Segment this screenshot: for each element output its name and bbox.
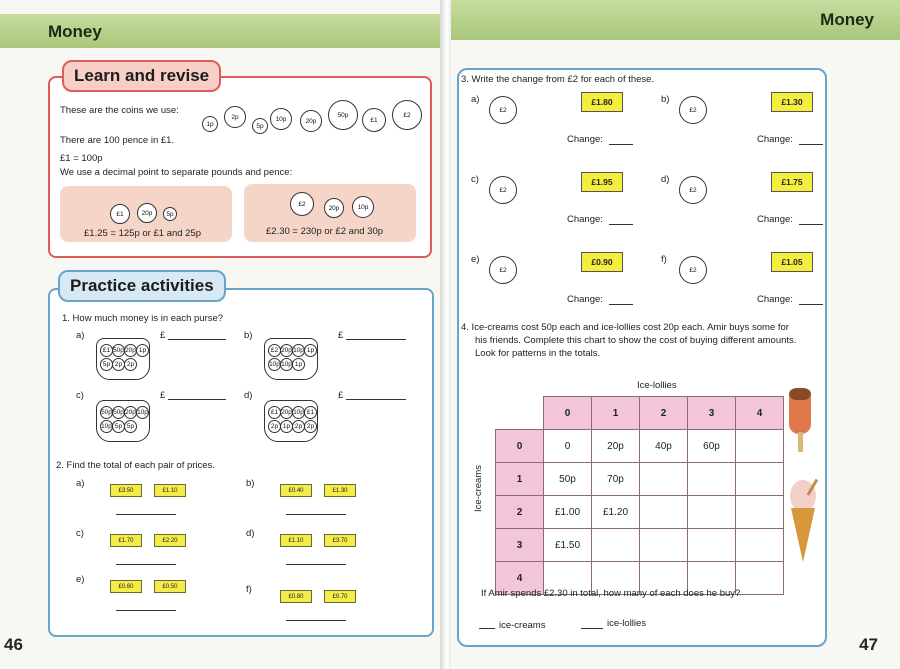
- example2-text: £2.30 = 230p or £2 and 30p: [266, 226, 384, 237]
- table-col-title: Ice-lollies: [637, 380, 677, 391]
- purse-label-a: a): [76, 330, 85, 341]
- table-cell[interactable]: [688, 463, 736, 496]
- row-header: 4: [496, 562, 544, 595]
- purse-d-coin-0-icon: £1: [268, 406, 281, 419]
- right-page-number: 47: [859, 635, 878, 654]
- table-row: [496, 496, 784, 529]
- example2-coin-2-icon: 10p: [352, 196, 374, 218]
- price-tag: £1.10: [280, 534, 312, 547]
- learn-tag: Learn and revise: [62, 60, 221, 92]
- table-cell[interactable]: 50p: [544, 463, 592, 496]
- question-1: 1. How much money is in each purse?: [62, 313, 224, 324]
- pair-answer-line[interactable]: [286, 564, 346, 565]
- ice-lolly-icon: [781, 384, 821, 456]
- col-header: 2: [640, 397, 688, 430]
- col-header: 4: [736, 397, 784, 430]
- ice-lollies-answer-label: ice-lollies: [607, 618, 647, 629]
- coin-2-icon: 5p: [252, 118, 268, 134]
- ice-creams-answer-line[interactable]: [479, 628, 495, 629]
- pound-coin-icon: £2: [679, 176, 707, 204]
- price-tag: £1.70: [110, 534, 142, 547]
- q4-line1: 4. Ice-creams cost 50p each and ice-lollies cost 20p each. Amir buys some for: [461, 322, 789, 333]
- left-page-number: 46: [4, 635, 23, 654]
- price-tag: £1.30: [771, 92, 813, 112]
- purse-d-coin-4-icon: 2p: [268, 420, 281, 433]
- change-label: Change:: [757, 294, 793, 305]
- price-tag: £3.70: [324, 534, 356, 547]
- table-cell[interactable]: [688, 496, 736, 529]
- pound-coin-icon: £2: [679, 96, 707, 124]
- table-cell[interactable]: 40p: [640, 430, 688, 463]
- pound-coin-icon: £2: [489, 176, 517, 204]
- example1-coin-2-icon: 5p: [163, 207, 177, 221]
- price-tag: £1.10: [154, 484, 186, 497]
- table-row: [496, 430, 784, 463]
- change-label: Change:: [757, 134, 793, 145]
- purse-d-coin-7-icon: 2p: [304, 420, 317, 433]
- purse-c-coin-6-icon: 5p: [124, 420, 137, 433]
- row-header: 1: [496, 463, 544, 496]
- table-row: [496, 463, 784, 496]
- example2-coin-0-icon: £2: [290, 192, 314, 216]
- purse-c-coin-3-icon: 10p: [136, 406, 149, 419]
- purse-a-coin-6-icon: 2p: [124, 358, 137, 371]
- change-item-label: d): [661, 174, 670, 185]
- purse-a-coin-5-icon: 2p: [112, 358, 125, 371]
- coin-1-icon: 2p: [224, 106, 246, 128]
- coin-4-icon: 20p: [300, 110, 322, 132]
- change-answer-line[interactable]: [609, 304, 633, 305]
- change-answer-line[interactable]: [799, 224, 823, 225]
- purse-c-coin-5-icon: 5p: [112, 420, 125, 433]
- table-cell[interactable]: £1.50: [544, 529, 592, 562]
- coin-3-icon: 10p: [270, 108, 292, 130]
- purse-label-b: b): [244, 330, 253, 341]
- coin-7-icon: £2: [392, 100, 422, 130]
- purse-d-answer-line[interactable]: [346, 399, 406, 400]
- purse-c-coin-2-icon: 20p: [124, 406, 137, 419]
- pair-label: e): [76, 574, 85, 585]
- purse-a-coin-4-icon: 5p: [100, 358, 113, 371]
- price-tag: £1.80: [581, 92, 623, 112]
- purse-c-coin-1-icon: 50p: [112, 406, 125, 419]
- coin-0-icon: 1p: [202, 116, 218, 132]
- pair-label: a): [76, 478, 85, 489]
- pair-label: f): [246, 584, 252, 595]
- cost-table: [495, 396, 784, 595]
- change-label: Change:: [567, 134, 603, 145]
- change-answer-line[interactable]: [609, 144, 633, 145]
- table-row: [496, 529, 784, 562]
- purse-b-coin-2-icon: 10p: [292, 344, 305, 357]
- purse-d-pound: £: [338, 390, 344, 401]
- price-tag: £0.40: [280, 484, 312, 497]
- q4-line3: Look for patterns in the totals.: [475, 348, 601, 359]
- pair-answer-line[interactable]: [286, 514, 346, 515]
- purse-d-coin-6-icon: 2p: [292, 420, 305, 433]
- purse-a-coin-2-icon: 20p: [124, 344, 137, 357]
- price-tag: £0.50: [154, 580, 186, 593]
- purse-label-d: d): [244, 390, 253, 401]
- purse-c-answer-line[interactable]: [168, 399, 226, 400]
- table-corner: [496, 397, 544, 430]
- table-cell[interactable]: [640, 529, 688, 562]
- change-item-label: c): [471, 174, 479, 185]
- table-cell[interactable]: £1.00: [544, 496, 592, 529]
- purse-c-pound: £: [160, 390, 166, 401]
- price-tag: £1.95: [581, 172, 623, 192]
- table-cell[interactable]: [736, 529, 784, 562]
- change-label: Change:: [757, 214, 793, 225]
- row-header: 0: [496, 430, 544, 463]
- table-cell[interactable]: [736, 430, 784, 463]
- pair-label: d): [246, 528, 255, 539]
- change-item-label: a): [471, 94, 480, 105]
- price-tag: £1.30: [324, 484, 356, 497]
- question-3: 3. Write the change from £2 for each of these.: [461, 74, 655, 85]
- change-item-label: e): [471, 254, 480, 265]
- row-header: 3: [496, 529, 544, 562]
- final-question: If Amir spends £2.30 in total, how many of each does he buy?: [481, 588, 741, 599]
- left-page: [0, 0, 444, 669]
- price-tag: £1.75: [771, 172, 813, 192]
- col-header: 0: [544, 397, 592, 430]
- table-row-title: Ice-creams: [473, 465, 484, 512]
- example1-coin-0-icon: £1: [110, 204, 130, 224]
- purse-a-coin-3-icon: 1p: [136, 344, 149, 357]
- price-tag: £0.90: [581, 252, 623, 272]
- change-answer-line[interactable]: [799, 304, 823, 305]
- change-label: Change:: [567, 294, 603, 305]
- q4-line2: his friends. Complete this chart to show the cost of buying different amounts.: [475, 335, 797, 346]
- purse-d-coin-2-icon: 10p: [292, 406, 305, 419]
- purse-b-coin-4-icon: 10p: [268, 358, 281, 371]
- learn-line2: £1 = 100p: [60, 153, 103, 164]
- question-2: 2. Find the total of each pair of prices.: [56, 460, 215, 471]
- table-cell[interactable]: 70p: [592, 463, 640, 496]
- coins-intro: These are the coins we use:: [60, 105, 179, 116]
- purse-a-answer-line[interactable]: [168, 339, 226, 340]
- pair-label: c): [76, 528, 84, 539]
- change-item-label: f): [661, 254, 667, 265]
- table-cell[interactable]: [736, 562, 784, 595]
- col-header: 3: [688, 397, 736, 430]
- purse-b-pound: £: [338, 330, 344, 341]
- price-tag: £2.20: [154, 534, 186, 547]
- example1-text: £1.25 = 125p or £1 and 25p: [84, 228, 202, 239]
- table-cell[interactable]: [688, 529, 736, 562]
- price-tag: £0.60: [110, 580, 142, 593]
- price-tag: £3.50: [110, 484, 142, 497]
- table-cell[interactable]: [640, 463, 688, 496]
- pair-answer-line[interactable]: [116, 610, 176, 611]
- row-header: 2: [496, 496, 544, 529]
- purse-d-coin-3-icon: £1: [304, 406, 317, 419]
- purse-label-c: c): [76, 390, 84, 401]
- purse-b-coin-1-icon: 20p: [280, 344, 293, 357]
- pair-label: b): [246, 478, 255, 489]
- change-answer-line[interactable]: [609, 224, 633, 225]
- change-item-label: b): [661, 94, 670, 105]
- table-cell[interactable]: [640, 496, 688, 529]
- table-cell[interactable]: [736, 463, 784, 496]
- table-cell[interactable]: [736, 496, 784, 529]
- change-label: Change:: [567, 214, 603, 225]
- table-cell[interactable]: [592, 529, 640, 562]
- table-cell[interactable]: 60p: [688, 430, 736, 463]
- price-tag: £0.80: [280, 590, 312, 603]
- example2-coin-1-icon: 20p: [324, 198, 344, 218]
- purse-a-pound: £: [160, 330, 166, 341]
- table-cell[interactable]: £1.20: [592, 496, 640, 529]
- coin-5-icon: 50p: [328, 100, 358, 130]
- learn-line3: We use a decimal point to separate pounds and pence:: [60, 167, 293, 178]
- pair-answer-line[interactable]: [286, 620, 346, 621]
- purse-a-coin-0-icon: £1: [100, 344, 113, 357]
- pair-answer-line[interactable]: [116, 514, 176, 515]
- pound-coin-icon: £2: [489, 96, 517, 124]
- change-answer-line[interactable]: [799, 144, 823, 145]
- purse-b-coin-0-icon: £2: [268, 344, 281, 357]
- ice-lollies-answer-line[interactable]: [581, 628, 603, 629]
- table-cell[interactable]: 0: [544, 430, 592, 463]
- left-header-title: Money: [48, 22, 102, 41]
- pair-answer-line[interactable]: [116, 564, 176, 565]
- price-tag: £1.05: [771, 252, 813, 272]
- purse-c-coin-0-icon: 50p: [100, 406, 113, 419]
- table-cell[interactable]: 20p: [592, 430, 640, 463]
- col-header: 1: [592, 397, 640, 430]
- right-page: [451, 0, 900, 669]
- ice-creams-answer-label: ice-creams: [499, 620, 546, 631]
- purse-a-coin-1-icon: 50p: [112, 344, 125, 357]
- purse-b-answer-line[interactable]: [346, 339, 406, 340]
- purse-b-coin-6-icon: 1p: [292, 358, 305, 371]
- purse-b-coin-3-icon: 1p: [304, 344, 317, 357]
- learn-line1: There are 100 pence in £1.: [60, 135, 175, 146]
- ice-cream-icon: [785, 474, 825, 564]
- purse-c-coin-4-icon: 10p: [100, 420, 113, 433]
- purse-d-coin-5-icon: 1p: [280, 420, 293, 433]
- right-header-title: Money: [820, 10, 874, 29]
- coin-6-icon: £1: [362, 108, 386, 132]
- pound-coin-icon: £2: [489, 256, 517, 284]
- purse-b-coin-5-icon: 10p: [280, 358, 293, 371]
- price-tag: £0.70: [324, 590, 356, 603]
- purse-d-coin-1-icon: 20p: [280, 406, 293, 419]
- practice-tag: Practice activities: [58, 270, 226, 302]
- pound-coin-icon: £2: [679, 256, 707, 284]
- example1-coin-1-icon: 20p: [137, 203, 157, 223]
